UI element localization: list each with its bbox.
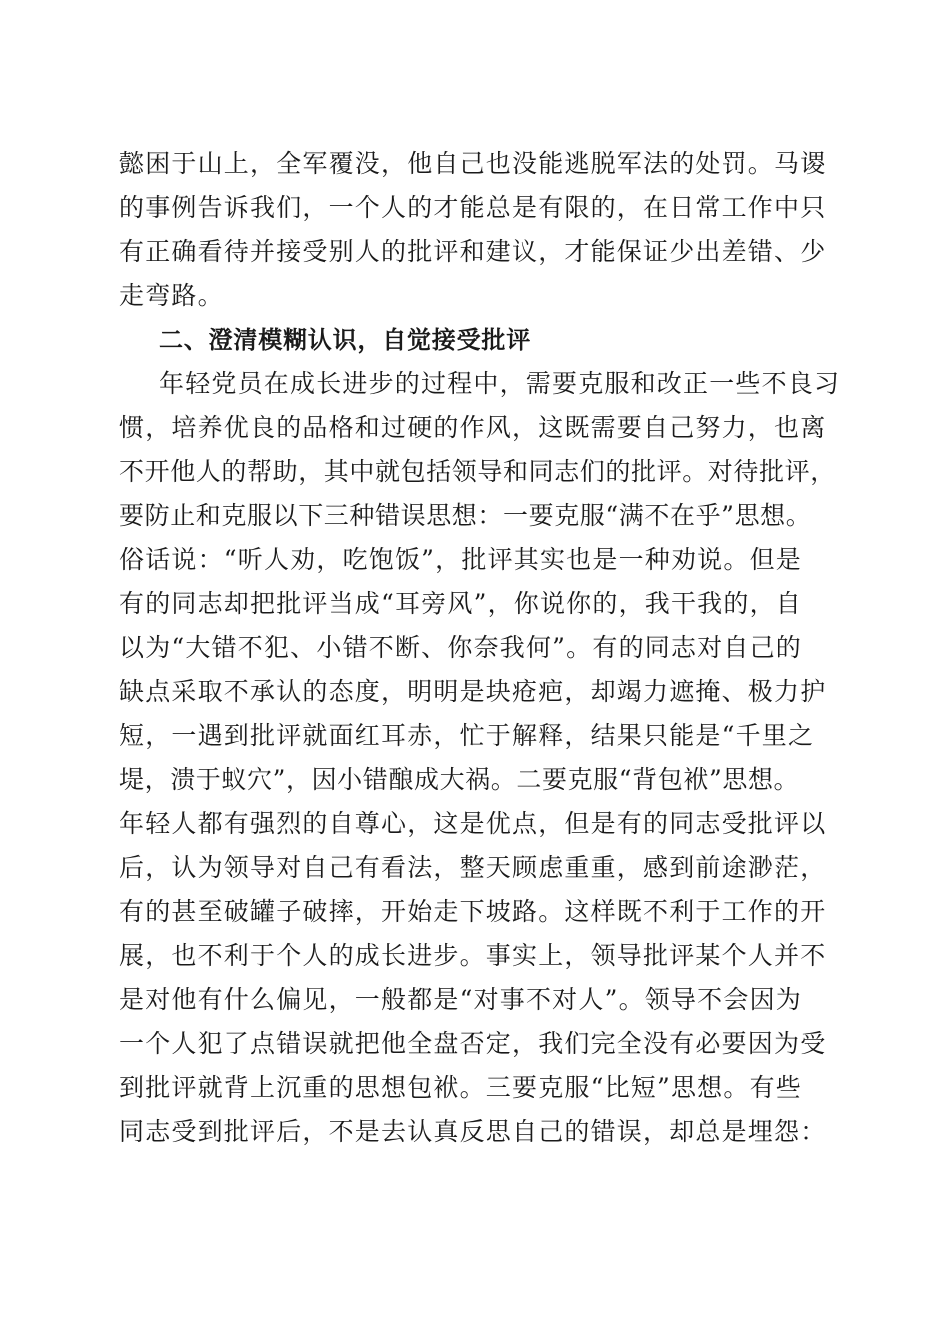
text-line: 后，认为领导对自己有看法，整天顾虑重重，感到前途渺茫，: [119, 853, 827, 882]
text-line: 一个人犯了点错误就把他全盘否定，我们完全没有必要因为受: [119, 1029, 827, 1058]
text-line: 懿困于山上，全军覆没，他自己也没能逃脱军法的处罚。马谡: [119, 149, 827, 178]
text-line: 走弯路。: [119, 281, 224, 310]
text-line: 俗话说：“听人劝，吃饱饭”，批评其实也是一种劝说。但是: [119, 545, 802, 574]
text-line: 惯，培养优良的品格和过硬的作风，这既需要自己努力，也离: [119, 413, 827, 442]
text-line: 有的同志却把批评当成“耳旁风”，你说你的，我干我的，自: [119, 589, 802, 618]
text-line: 堤，溃于蚁穴”，因小错酿成大祸。二要克服“背包袱”思想。: [119, 765, 800, 794]
text-line: 短，一遇到批评就面红耳赤，忙于解释，结果只能是“千里之: [119, 721, 815, 750]
text-line: 要防止和克服以下三种错误思想：一要克服“满不在乎”思想。: [119, 501, 812, 530]
text-line: 不开他人的帮助，其中就包括领导和同志们的批评。对待批评，: [119, 457, 836, 486]
text-line: 年轻人都有强烈的自尊心，这是优点，但是有的同志受批评以: [119, 809, 827, 838]
paragraph-first-line: 年轻党员在成长进步的过程中，需要克服和改正一些不良习: [159, 369, 841, 398]
text-line: 有的甚至破罐子破摔，开始走下坡路。这样既不利于工作的开: [119, 897, 827, 926]
section-heading: 二、澄清模糊认识，自觉接受批评: [159, 326, 531, 354]
text-line: 展，也不利于个人的成长进步。事实上，领导批评某个人并不: [119, 941, 827, 970]
text-line: 到批评就背上沉重的思想包袱。三要克服“比短”思想。有些: [119, 1073, 802, 1102]
text-line: 有正确看待并接受别人的批评和建议，才能保证少出差错、少: [119, 237, 827, 266]
text-line: 以为“大错不犯、小错不断、你奈我何”。有的同志对自己的: [119, 633, 802, 662]
text-line: 的事例告诉我们，一个人的才能总是有限的，在日常工作中只: [119, 193, 827, 222]
text-line: 缺点采取不承认的态度，明明是块疮疤，却竭力遮掩、极力护: [119, 677, 827, 706]
text-line: 是对他有什么偏见，一般都是“对事不对人”。领导不会因为: [119, 985, 802, 1014]
text-line: 同志受到批评后，不是去认真反思自己的错误，却总是埋怨：: [119, 1117, 827, 1146]
